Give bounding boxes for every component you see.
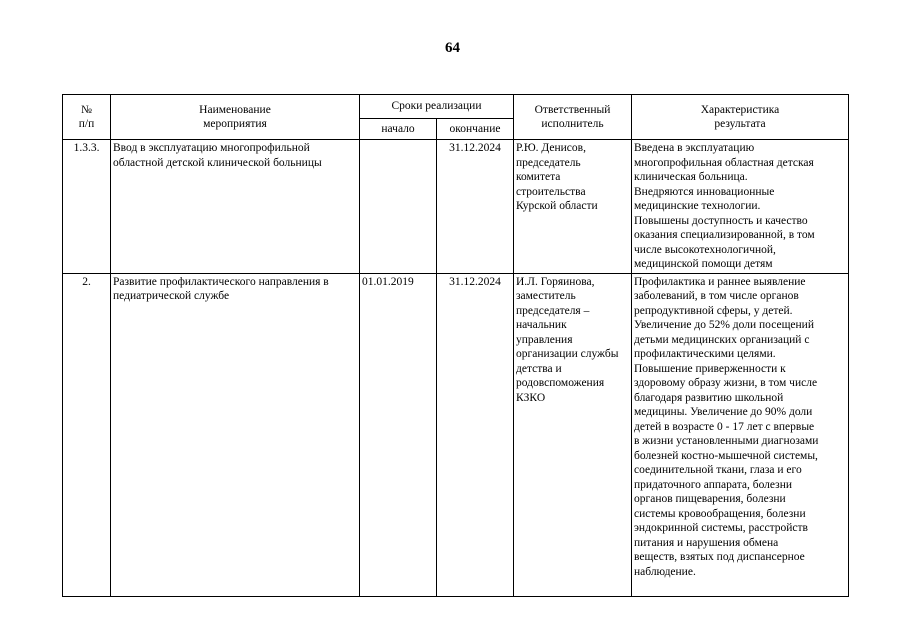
row-name-line: Ввод в эксплуатацию многопрофильной [113, 142, 310, 154]
row-responsible-line: Р.Ю. Денисов, [516, 142, 586, 154]
row-result-line: оказания специализированной, в том [634, 229, 815, 241]
row-result-line: системы кровообращения, болезни [634, 507, 806, 520]
header-name-line2: мероприятия [203, 118, 267, 130]
row-number: 2. [63, 273, 111, 596]
header-end: окончание [437, 119, 514, 140]
row-name-line: Развитие профилактического направления в [113, 275, 329, 288]
row-result-line: веществ, взятых под диспансерное [634, 551, 805, 563]
row-result-line: детей в возрасте 0 - 17 лет с впервые [634, 420, 815, 433]
table-row [63, 140, 849, 274]
row-result-line: здоровому образу жизни, в том числе [634, 377, 818, 389]
row-number: 1.3.3. [63, 140, 111, 274]
row-result-line: детьми медицинских организаций с [634, 333, 810, 346]
row-end-date: 31.12.2024 [437, 140, 514, 274]
row-result [632, 273, 849, 596]
row-responsible-line: комитета [516, 171, 561, 183]
row-end-date: 31.12.2024 [437, 273, 514, 596]
row-result-line: многопрофильная областная детская [634, 156, 814, 169]
row-result-line: медицинской помощи детям [634, 258, 773, 270]
row-responsible-line: детства и [516, 362, 562, 375]
header-terms: Сроки реализации [360, 95, 514, 119]
row-responsible-line: заместитель [516, 290, 576, 302]
header-responsible-line1: Ответственный [534, 103, 611, 116]
row-responsible-line: И.Л. Горяинова, [516, 275, 595, 288]
row-result-line: числе высокотехнологичной, [634, 243, 776, 256]
row-result-line: Профилактика и раннее выявление [634, 275, 806, 288]
row-result-line: репродуктивной сферы, у детей. [634, 304, 793, 317]
row-responsible-line: Курской области [516, 200, 598, 212]
row-responsible-line: начальник [516, 319, 567, 331]
row-result-line: клиническая больница. [634, 171, 748, 183]
header-number-line2: п/п [78, 118, 95, 130]
page-number: 64 [445, 40, 460, 56]
row-result-line: профилактическими целями. [634, 348, 776, 360]
row-result-line: Повышены доступность и качество [634, 214, 808, 227]
header-result [632, 95, 849, 140]
header-responsible [514, 95, 632, 140]
header-number-line1: № [81, 103, 92, 116]
row-start-date [360, 140, 437, 274]
row-result-line: наблюдение. [634, 565, 696, 578]
row-responsible-line: родовспоможения [516, 377, 605, 389]
row-result-line: Внедряются инновационные [634, 185, 775, 198]
header-result-line1: Характеристика [700, 103, 780, 116]
row-name-line: областной детской клинической больницы [113, 156, 322, 169]
row-responsible-line: управления [516, 333, 573, 346]
row-responsible-line: организации службы [516, 348, 619, 360]
header-responsible-line2: исполнитель [541, 118, 604, 130]
row-result-line: питания и нарушения обмена [634, 536, 779, 549]
row-result-line: органов пищеварения, болезни [634, 493, 786, 505]
row-result-line: соединительной ткани, глаза и его [634, 464, 802, 476]
row-responsible-line: строительства [516, 185, 586, 198]
row-responsible [514, 273, 632, 596]
row-result-line: медицинские технологии. [634, 200, 761, 212]
row-name [111, 140, 360, 274]
table-row [63, 273, 849, 596]
row-responsible [514, 140, 632, 274]
row-result-line: благодаря развитию школьной [634, 391, 784, 404]
row-result-line: Введена в эксплуатацию [634, 142, 755, 154]
row-name-line: педиатрической службе [113, 290, 230, 302]
row-result-line: заболеваний, в том числе органов [634, 290, 799, 302]
row-result-line: болезней костно-мышечной системы, [634, 449, 818, 462]
row-responsible-line: председателя – [516, 304, 590, 317]
row-result-line: медицины. Увеличение до 90% доли [634, 406, 813, 418]
row-result-line: придаточного аппарата, болезни [634, 478, 793, 491]
row-result-line: Увеличение до 52% доли посещений [634, 319, 814, 331]
row-responsible-line: КЗКО [516, 391, 546, 404]
header-result-line2: результата [714, 118, 766, 130]
row-name [111, 273, 360, 596]
row-result-line: в жизни установленными диагнозами [634, 435, 819, 447]
row-start-date: 01.01.2019 [360, 273, 437, 596]
row-result [632, 140, 849, 274]
header-name-line1: Наименование [199, 103, 271, 116]
header-start: начало [360, 119, 437, 140]
header-number [63, 95, 111, 140]
row-result-line: Повышение приверженности к [634, 362, 786, 375]
table-header [63, 95, 849, 140]
row-result-line: эндокринной системы, расстройств [634, 522, 808, 534]
plan-table [62, 94, 849, 597]
header-name [111, 95, 360, 140]
row-responsible-line: председатель [516, 156, 581, 169]
